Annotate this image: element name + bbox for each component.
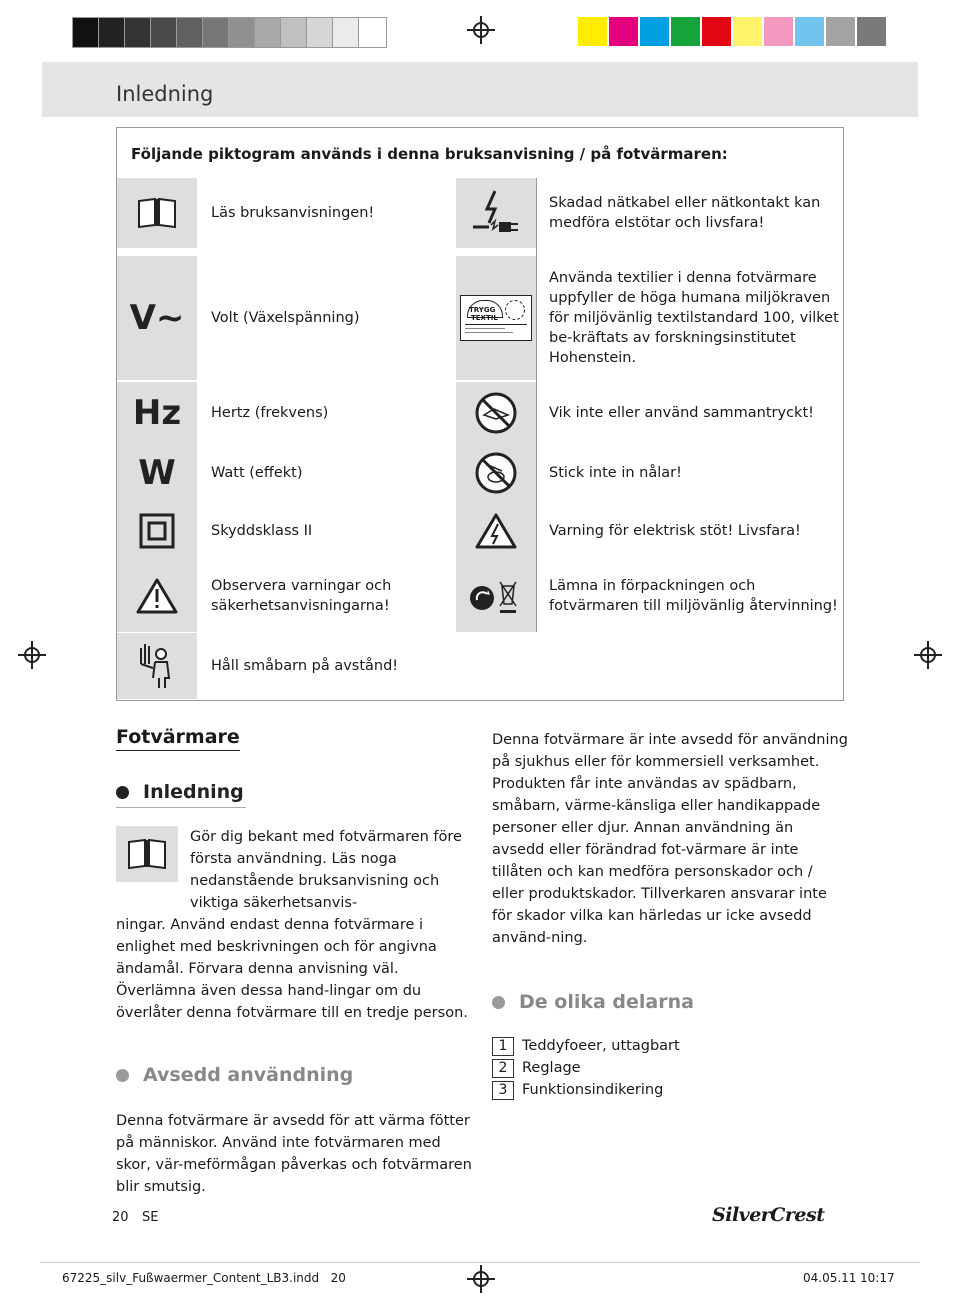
pictogram-row	[117, 444, 843, 502]
header-band	[42, 62, 918, 117]
oeko-tex-icon	[456, 256, 536, 380]
gray-swatch	[358, 17, 387, 48]
color-swatch	[857, 17, 886, 46]
section-heading-text: Avsedd användning	[143, 1064, 354, 1086]
gray-swatch	[280, 17, 309, 48]
color-swatch	[764, 17, 793, 46]
section-heading	[116, 1064, 476, 1086]
section-title: Fotvärmare	[116, 726, 240, 751]
warning-triangle-icon	[117, 560, 197, 632]
body-text: Denna fotvärmare är inte avsedd för användning på sjukhus eller för kommersiell verksamhet. Produkten får inte användas av spädbarn, småbarn, värme-känsliga eller handikappade personer eller djur. Annan användning än avsedd eller förändrad fot-värmare är inte tillåten och kan medföra personskador och / eller produktskador. Tillverkaren ansvarar inte för skador vilka kan härledas ur icke avsedd använd-ning.	[492, 732, 848, 946]
bullet-icon	[492, 996, 505, 1009]
pictogram-text: Skadad nätkabel eller nätkontakt kan medföra elstötar och livsfara!	[549, 195, 821, 231]
heading-rule	[116, 807, 246, 808]
file-name: 67225_silv_Fußwaermer_Content_LB3.indd 20	[62, 1271, 346, 1285]
section-heading-text: Inledning	[143, 781, 244, 803]
protection-class-ii-icon	[117, 502, 197, 560]
color-swatch	[609, 17, 638, 46]
pictogram-text: Stick inte in nålar!	[549, 465, 682, 481]
registration-mark-icon	[22, 645, 42, 665]
gray-swatch	[176, 17, 205, 48]
hertz-symbol-icon: Hz	[117, 382, 197, 444]
color-swatch	[671, 17, 700, 46]
page-title: Inledning	[116, 82, 214, 106]
section-heading	[492, 991, 848, 1013]
section-heading-text: De olika delarna	[519, 991, 694, 1013]
brand-logo: SilverCrest	[712, 1204, 825, 1226]
no-folding-icon	[456, 382, 536, 444]
gray-swatch	[72, 17, 101, 48]
left-column	[116, 726, 476, 1198]
pictogram-text: Volt (Växelspänning)	[211, 310, 360, 326]
child-warning-icon	[117, 633, 197, 699]
slug-rule	[40, 1262, 920, 1263]
bullet-icon	[116, 1069, 129, 1082]
pictogram-text: Vik inte eller använd sammantryckt!	[549, 405, 814, 421]
list-item: 1 Teddyfoeer, uttagbart	[492, 1035, 848, 1057]
parts-list	[492, 1035, 848, 1101]
file-time: 10:17	[860, 1271, 895, 1285]
empty-cell	[536, 632, 843, 700]
color-swatch	[578, 17, 607, 46]
color-swatch	[733, 17, 762, 46]
pictogram-text: Läs bruksanvisningen!	[211, 205, 375, 221]
gray-swatch	[202, 17, 231, 48]
book-icon	[117, 178, 197, 248]
registration-mark-icon	[471, 1269, 491, 1289]
pictogram-text: Använda textilier i denna fotvärmare uppfyller de höga humana miljökraven för miljövänlig textilstandard 100, vilket be-kräftats av forskningsinstitutet Hohenstein.	[549, 270, 839, 366]
pictogram-text: Håll småbarn på avstånd!	[211, 658, 399, 674]
intro-text: Gör dig bekant med fotvärmaren före första användning. Läs noga nedanstående bruksanvisning och viktiga säkerhetsanvis-	[190, 829, 462, 911]
table-divider	[536, 178, 537, 632]
color-swatch	[826, 17, 855, 46]
bullet-icon	[116, 786, 129, 799]
file-date: 04.05.11	[803, 1271, 857, 1285]
pictogram-text: Lämna in förpackningen och fotvärmaren till miljövänlig återvinning!	[549, 578, 838, 614]
registration-mark-icon	[471, 20, 491, 40]
color-swatch	[640, 17, 669, 46]
gray-swatch	[306, 17, 335, 48]
electric-shock-warning-icon	[456, 502, 536, 560]
gray-swatch	[98, 17, 127, 48]
pictogram-row	[117, 560, 843, 632]
intro-text-continued: ningar. Använd endast denna fotvärmare i enlighet med beskrivningen och för angivna ändamål. Förvara denna anvisning väl. Överlämna även dessa hand-lingar om du överlåter denna fotvärmare till en tredje person.	[116, 917, 468, 1021]
damaged-cable-icon	[456, 178, 536, 248]
gray-swatch	[228, 17, 257, 48]
section-heading	[116, 781, 476, 803]
pictogram-table	[116, 127, 844, 701]
registration-mark-icon	[918, 645, 938, 665]
pictogram-heading: Följande piktogram används i denna bruksanvisning / på fotvärmaren:	[131, 145, 728, 163]
gray-swatch	[150, 17, 179, 48]
volt-symbol-icon: V~	[117, 256, 197, 380]
pictogram-text: Hertz (frekvens)	[211, 405, 329, 421]
recycling-icon	[456, 560, 536, 632]
right-column	[492, 729, 848, 1101]
intro-block	[116, 826, 476, 1024]
pictogram-row	[117, 502, 843, 560]
pictogram-text: Observera varningar och säkerhetsanvisningarna!	[211, 578, 392, 614]
pictogram-row	[117, 256, 843, 380]
pictogram-row	[117, 178, 843, 248]
oeko-tex-label: TRYGG TEXTIL	[460, 295, 532, 341]
color-swatch	[702, 17, 731, 46]
page-number: 20	[112, 1210, 129, 1225]
list-item: 3 Funktionsindikering	[492, 1079, 848, 1101]
pictogram-text: Skyddsklass II	[211, 523, 313, 539]
body-text: Denna fotvärmare är avsedd för att värma fötter på människor. Använd inte fotvärmaren med skor, vär-meförmågan påverkas och fotvärmaren blir smutsig.	[116, 1113, 472, 1195]
no-needles-icon	[456, 444, 536, 502]
gray-swatch	[124, 17, 153, 48]
pictogram-text: Varning för elektrisk stöt! Livsfara!	[549, 523, 801, 539]
color-swatch	[795, 17, 824, 46]
language-code: SE	[142, 1210, 159, 1225]
book-icon	[116, 826, 178, 882]
gray-swatch	[254, 17, 283, 48]
pictogram-row	[117, 382, 843, 444]
pictogram-text: Watt (effekt)	[211, 465, 303, 481]
watt-symbol-icon: W	[117, 444, 197, 502]
gray-swatch	[332, 17, 361, 48]
list-item: 2 Reglage	[492, 1057, 848, 1079]
